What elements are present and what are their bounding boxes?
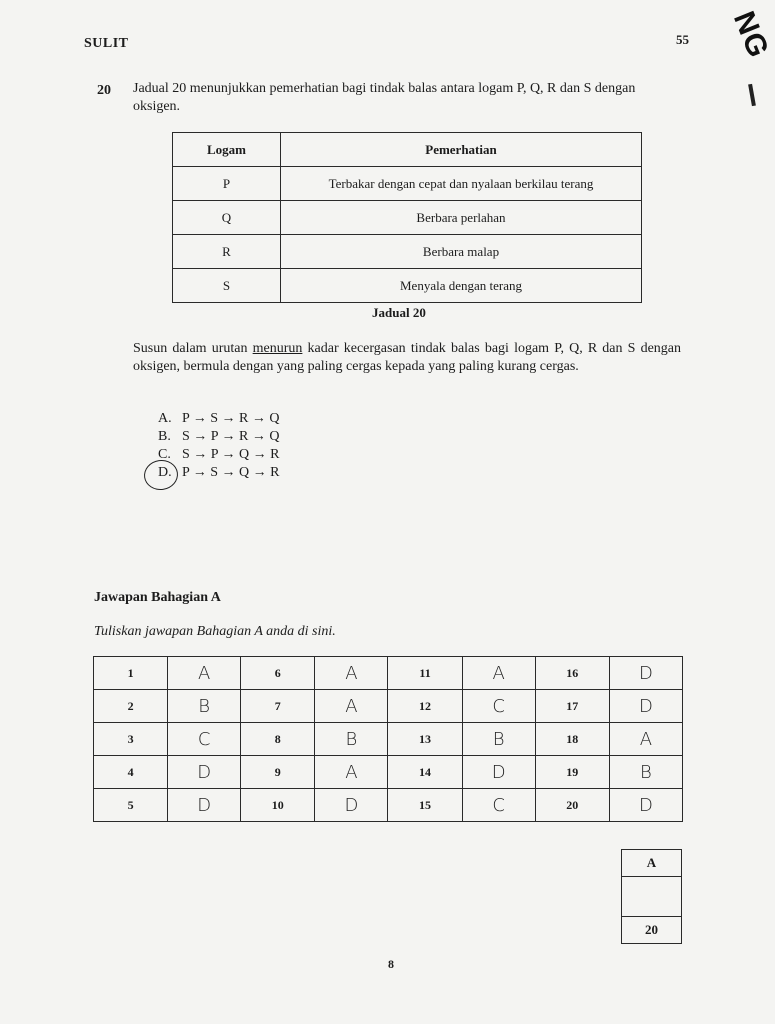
- table-row: [94, 756, 683, 789]
- observation-cell: Berbara perlahan: [281, 201, 642, 235]
- answer-cell[interactable]: A: [315, 690, 388, 723]
- table-row: [94, 657, 683, 690]
- question-num-cell: 9: [241, 756, 315, 789]
- answer-cell[interactable]: C: [168, 723, 241, 756]
- observation-table-header: [173, 133, 642, 167]
- option-a[interactable]: [158, 410, 280, 428]
- question-num-cell: 10: [241, 789, 315, 822]
- option-text: S → P → Q → R: [182, 447, 280, 462]
- option-letter: B.: [158, 429, 171, 444]
- table-row: [173, 235, 642, 269]
- bottom-page-number: 8: [388, 957, 394, 971]
- answer-cell[interactable]: A: [315, 756, 388, 789]
- answer-cell[interactable]: A: [168, 657, 241, 690]
- observation-cell: Menyala dengan terang: [281, 269, 642, 303]
- question-num-cell: 17: [535, 690, 609, 723]
- question-num-cell: 14: [388, 756, 462, 789]
- table-caption: Jadual 20: [372, 305, 426, 320]
- answer-cell[interactable]: A: [315, 657, 388, 690]
- answer-section-title: Jawapan Bahagian A: [94, 590, 221, 605]
- header-logam: Logam: [173, 133, 281, 167]
- table-row: [173, 167, 642, 201]
- score-box: [621, 849, 682, 944]
- table-row: [94, 789, 683, 822]
- question-num-cell: 19: [535, 756, 609, 789]
- option-text: P → S → Q → R: [182, 465, 280, 480]
- corner-stamp: NG: [726, 6, 775, 63]
- metal-cell: Q: [173, 201, 281, 235]
- answer-options: [158, 410, 280, 482]
- question-num-cell: 18: [535, 723, 609, 756]
- table-row: [173, 269, 642, 303]
- option-c[interactable]: [158, 446, 280, 464]
- option-letter: D.: [158, 465, 172, 480]
- question-num-cell: 7: [241, 690, 315, 723]
- observation-cell: Berbara malap: [281, 235, 642, 269]
- question-num-cell: 11: [388, 657, 462, 690]
- score-box-label: A: [622, 850, 682, 877]
- option-text: S → P → R → Q: [182, 429, 280, 444]
- score-box-total: 20: [622, 917, 682, 944]
- question-num-cell: 6: [241, 657, 315, 690]
- question-num-cell: 8: [241, 723, 315, 756]
- metal-cell: R: [173, 235, 281, 269]
- question-num-cell: 16: [535, 657, 609, 690]
- answer-cell[interactable]: D: [315, 789, 388, 822]
- question-num-cell: 2: [94, 690, 168, 723]
- answer-cell[interactable]: B: [609, 756, 682, 789]
- answer-cell[interactable]: D: [462, 756, 535, 789]
- question-num-cell: 4: [94, 756, 168, 789]
- header-pemerhatian: Pemerhatian: [281, 133, 642, 167]
- corner-line: [748, 84, 756, 106]
- answer-cell[interactable]: D: [168, 756, 241, 789]
- answer-cell[interactable]: B: [168, 690, 241, 723]
- score-box-blank[interactable]: [622, 877, 682, 917]
- metal-cell: S: [173, 269, 281, 303]
- answer-cell[interactable]: D: [168, 789, 241, 822]
- option-letter: C.: [158, 447, 171, 462]
- question-num-cell: 3: [94, 723, 168, 756]
- answer-grid: [93, 656, 683, 822]
- option-b[interactable]: [158, 428, 280, 446]
- question-num-cell: 1: [94, 657, 168, 690]
- table-row: [173, 201, 642, 235]
- option-text: P → S → R → Q: [182, 411, 280, 426]
- top-page-number: 55: [676, 32, 689, 47]
- answer-cell[interactable]: A: [462, 657, 535, 690]
- question-num-cell: 15: [388, 789, 462, 822]
- question-num-cell: 13: [388, 723, 462, 756]
- answer-cell[interactable]: A: [609, 723, 682, 756]
- sulit-label: SULIT: [84, 36, 129, 51]
- instruction-pre: Susun dalam urutan: [133, 341, 253, 356]
- instruction-underlined: menurun: [252, 341, 303, 356]
- table-row: [94, 690, 683, 723]
- answer-cell[interactable]: C: [462, 789, 535, 822]
- answer-cell[interactable]: B: [315, 723, 388, 756]
- option-letter: A.: [158, 411, 172, 426]
- question-num-cell: 5: [94, 789, 168, 822]
- answer-cell[interactable]: B: [462, 723, 535, 756]
- answer-cell[interactable]: C: [462, 690, 535, 723]
- question-num-cell: 20: [535, 789, 609, 822]
- observation-table: [172, 132, 642, 303]
- answer-cell[interactable]: D: [609, 789, 682, 822]
- metal-cell: P: [173, 167, 281, 201]
- question-text: Jadual 20 menunjukkan pemerhatian bagi tindak balas antara logam P, Q, R dan S dengan oksigen.: [133, 81, 636, 114]
- table-row: [94, 723, 683, 756]
- question-number: 20: [97, 83, 111, 98]
- observation-cell: Terbakar dengan cepat dan nyalaan berkilau terang: [281, 167, 642, 201]
- answer-section-instruction: Tuliskan jawapan Bahagian A anda di sini.: [94, 624, 336, 639]
- question-instruction: [133, 340, 681, 376]
- answer-cell[interactable]: D: [609, 657, 682, 690]
- instruction-post: kadar kecergasan tindak balas bagi logam P, Q, R dan S dengan oksigen, bermula dengan yang paling cergas kepada yang paling kurang cergas.: [133, 341, 681, 374]
- question-num-cell: 12: [388, 690, 462, 723]
- answer-cell[interactable]: D: [609, 690, 682, 723]
